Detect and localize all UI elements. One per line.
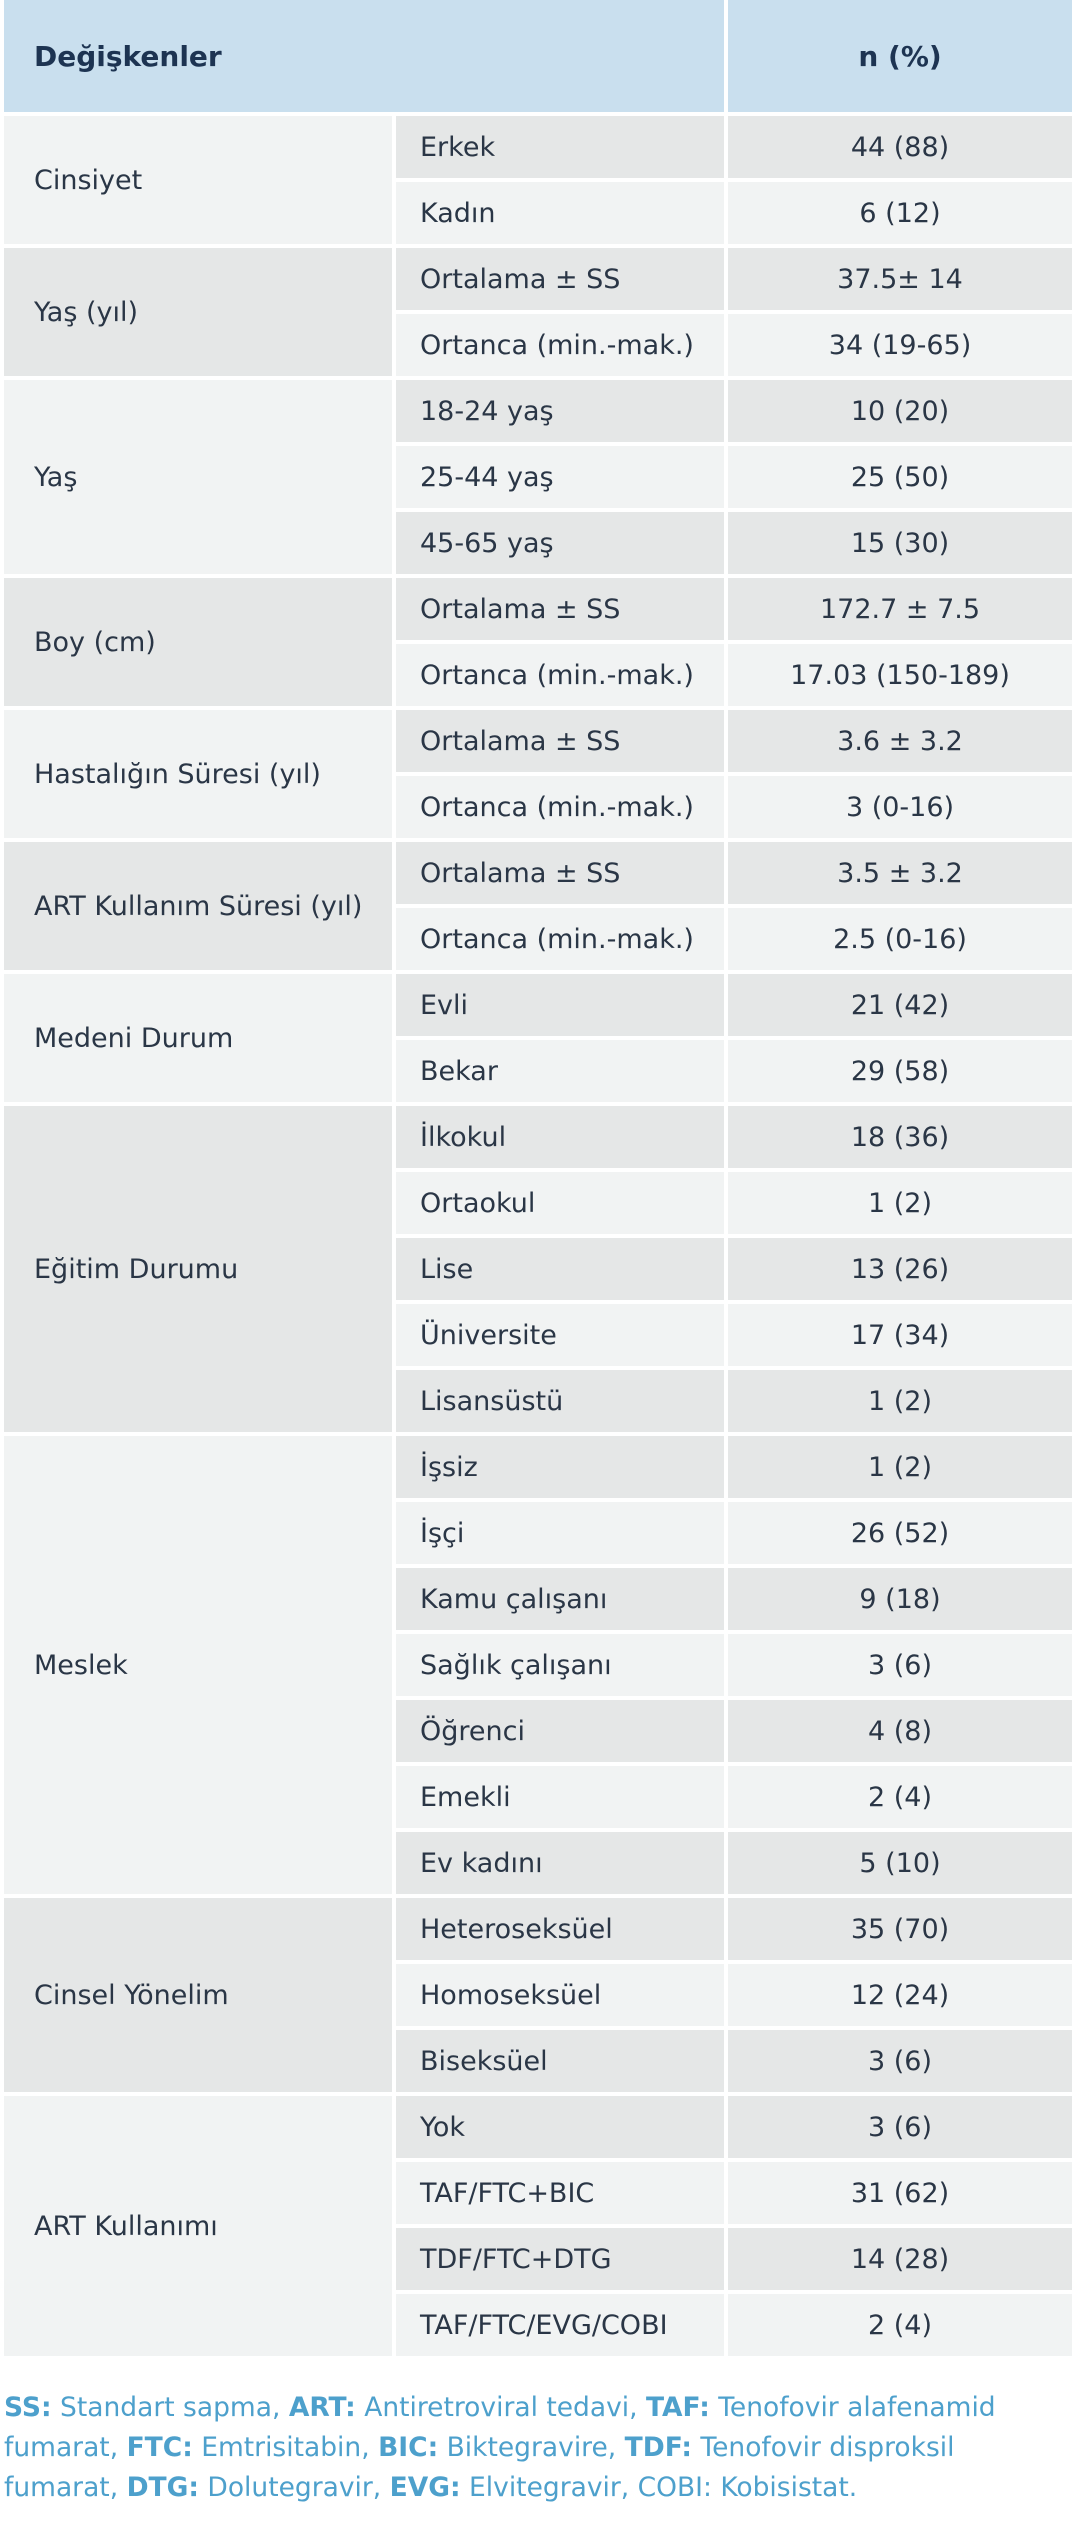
header-variables: Değişkenler	[0, 0, 724, 116]
n-percent-value: 1 (2)	[724, 1172, 1072, 1238]
category-label: Bekar	[392, 1040, 724, 1106]
variable-label: ART Kullanım Süresi (yıl)	[0, 842, 392, 974]
table-row	[0, 1106, 1072, 1172]
category-label: 45-65 yaş	[392, 512, 724, 578]
n-percent-value: 26 (52)	[724, 1502, 1072, 1568]
footnote-definition: Antiretroviral tedavi,	[355, 2392, 647, 2423]
variable-label: Cinsiyet	[0, 116, 392, 248]
variable-label: Yaş	[0, 380, 392, 578]
table-row	[0, 1436, 1072, 1502]
category-label: İlkokul	[392, 1106, 724, 1172]
category-label: Ortanca (min.-mak.)	[392, 908, 724, 974]
footnote-definition: Dolutegravir,	[199, 2472, 390, 2503]
n-percent-value: 1 (2)	[724, 1370, 1072, 1436]
n-percent-value: 12 (24)	[724, 1964, 1072, 2030]
n-percent-value: 1 (2)	[724, 1436, 1072, 1502]
category-label: TAF/FTC/EVG/COBI	[392, 2294, 724, 2360]
category-label: Emekli	[392, 1766, 724, 1832]
footnote-abbreviation: FTC:	[126, 2432, 193, 2463]
n-percent-value: 10 (20)	[724, 380, 1072, 446]
footnote-abbreviation: SS:	[4, 2392, 52, 2423]
n-percent-value: 17.03 (150-189)	[724, 644, 1072, 710]
n-percent-value: 3 (6)	[724, 2096, 1072, 2162]
footnote-definition: Biktegravire,	[438, 2432, 625, 2463]
variable-label: Yaş (yıl)	[0, 248, 392, 380]
category-label: 25-44 yaş	[392, 446, 724, 512]
n-percent-value: 2 (4)	[724, 1766, 1072, 1832]
category-label: Ortaokul	[392, 1172, 724, 1238]
category-label: Ortalama ± SS	[392, 842, 724, 908]
table-header-row	[0, 0, 1072, 116]
category-label: Homoseksüel	[392, 1964, 724, 2030]
n-percent-value: 5 (10)	[724, 1832, 1072, 1898]
table-body	[0, 116, 1072, 2360]
category-label: İşsiz	[392, 1436, 724, 1502]
category-label: Ortalama ± SS	[392, 578, 724, 644]
n-percent-value: 2 (4)	[724, 2294, 1072, 2360]
footnote-abbreviation: TDF:	[624, 2432, 692, 2463]
category-label: Ortalama ± SS	[392, 710, 724, 776]
category-label: Öğrenci	[392, 1700, 724, 1766]
table-row	[0, 710, 1072, 776]
n-percent-value: 34 (19-65)	[724, 314, 1072, 380]
footnote-definition: Tenofovir alafenamid fumarat,	[4, 2392, 996, 2463]
n-percent-value: 18 (36)	[724, 1106, 1072, 1172]
category-label: Ortanca (min.-mak.)	[392, 776, 724, 842]
category-label: Ortanca (min.-mak.)	[392, 314, 724, 380]
n-percent-value: 6 (12)	[724, 182, 1072, 248]
footnote-definition: Emtrisitabin,	[192, 2432, 379, 2463]
footnote-definition: Elvitegravir,	[460, 2472, 638, 2503]
table-row	[0, 2096, 1072, 2162]
n-percent-value: 25 (50)	[724, 446, 1072, 512]
variable-label: Medeni Durum	[0, 974, 392, 1106]
variable-label: Eğitim Durumu	[0, 1106, 392, 1436]
n-percent-value: 35 (70)	[724, 1898, 1072, 1964]
n-percent-value: 3.5 ± 3.2	[724, 842, 1072, 908]
category-label: TDF/FTC+DTG	[392, 2228, 724, 2294]
n-percent-value: 2.5 (0-16)	[724, 908, 1072, 974]
category-label: Yok	[392, 2096, 724, 2162]
table-row	[0, 842, 1072, 908]
n-percent-value: 17 (34)	[724, 1304, 1072, 1370]
n-percent-value: 21 (42)	[724, 974, 1072, 1040]
n-percent-value: 14 (28)	[724, 2228, 1072, 2294]
table-row	[0, 578, 1072, 644]
n-percent-value: 37.5± 14	[724, 248, 1072, 314]
variable-label: Meslek	[0, 1436, 392, 1898]
category-label: Biseksüel	[392, 2030, 724, 2096]
footnote-definition: COBI: Kobisistat.	[637, 2472, 858, 2503]
n-percent-value: 3 (0-16)	[724, 776, 1072, 842]
category-label: Üniversite	[392, 1304, 724, 1370]
n-percent-value: 44 (88)	[724, 116, 1072, 182]
table-row	[0, 380, 1072, 446]
header-n-percent: n (%)	[724, 0, 1072, 116]
category-label: Kamu çalışanı	[392, 1568, 724, 1634]
n-percent-value: 29 (58)	[724, 1040, 1072, 1106]
n-percent-value: 31 (62)	[724, 2162, 1072, 2228]
footnote-definition: Tenofovir disproksil fumarat,	[4, 2432, 955, 2503]
variable-label: Cinsel Yönelim	[0, 1898, 392, 2096]
table-row	[0, 248, 1072, 314]
category-label: Kadın	[392, 182, 724, 248]
category-label: Ortalama ± SS	[392, 248, 724, 314]
category-label: Ev kadını	[392, 1832, 724, 1898]
footnote-abbreviation: ART:	[288, 2392, 356, 2423]
n-percent-value: 3 (6)	[724, 1634, 1072, 1700]
category-label: Ortanca (min.-mak.)	[392, 644, 724, 710]
variable-label: Hastalığın Süresi (yıl)	[0, 710, 392, 842]
n-percent-value: 4 (8)	[724, 1700, 1072, 1766]
category-label: Lisansüstü	[392, 1370, 724, 1436]
footnote-abbreviation: DTG:	[126, 2472, 199, 2503]
table-row	[0, 116, 1072, 182]
category-label: İşçi	[392, 1502, 724, 1568]
n-percent-value: 3 (6)	[724, 2030, 1072, 2096]
category-label: Lise	[392, 1238, 724, 1304]
footnote	[4, 2388, 1072, 2508]
category-label: Sağlık çalışanı	[392, 1634, 724, 1700]
n-percent-value: 15 (30)	[724, 512, 1072, 578]
n-percent-value: 9 (18)	[724, 1568, 1072, 1634]
table-row	[0, 974, 1072, 1040]
category-label: Evli	[392, 974, 724, 1040]
variable-label: ART Kullanımı	[0, 2096, 392, 2360]
footnote-definition: Standart sapma,	[51, 2392, 289, 2423]
category-label: Heteroseksüel	[392, 1898, 724, 1964]
category-label: TAF/FTC+BIC	[392, 2162, 724, 2228]
footnote-abbreviation: BIC:	[378, 2432, 439, 2463]
variable-label: Boy (cm)	[0, 578, 392, 710]
category-label: 18-24 yaş	[392, 380, 724, 446]
n-percent-value: 172.7 ± 7.5	[724, 578, 1072, 644]
category-label: Erkek	[392, 116, 724, 182]
n-percent-value: 13 (26)	[724, 1238, 1072, 1304]
footnote-abbreviation: EVG:	[389, 2472, 461, 2503]
n-percent-value: 3.6 ± 3.2	[724, 710, 1072, 776]
table-row	[0, 1898, 1072, 1964]
footnote-abbreviation: TAF:	[646, 2392, 710, 2423]
